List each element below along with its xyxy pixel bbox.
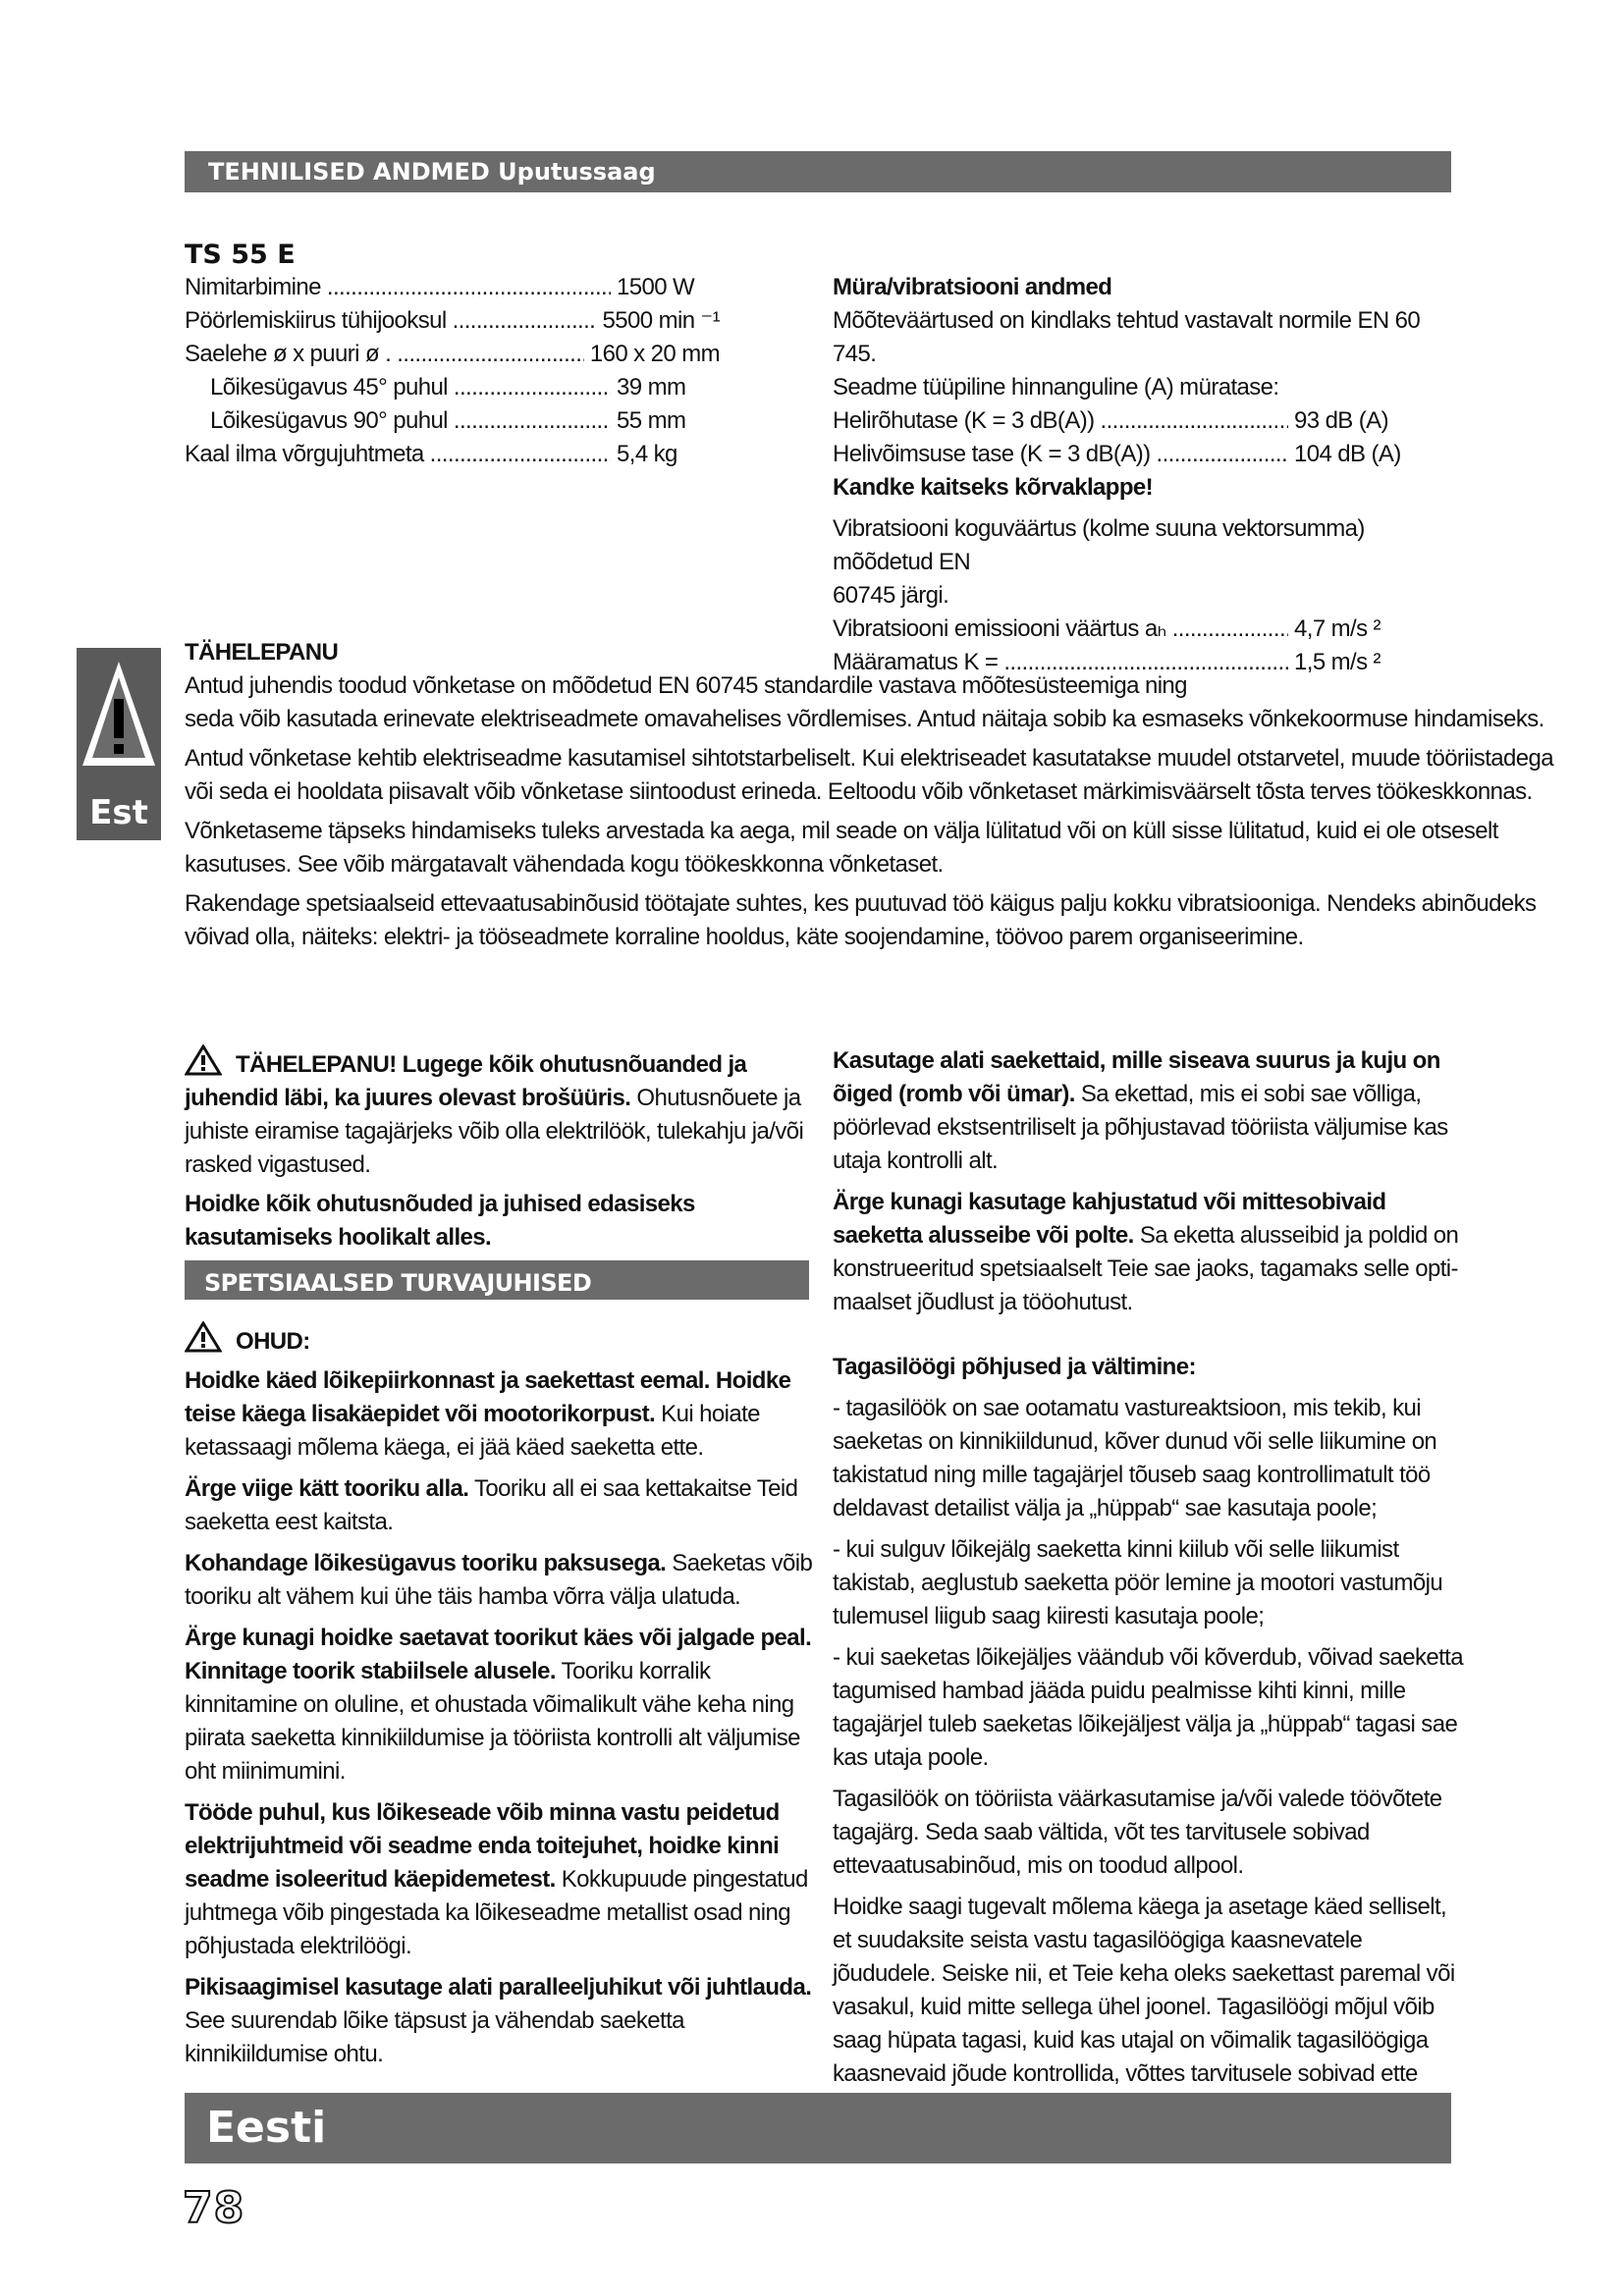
spec-row [185,304,720,338]
page-number: 78 [183,2183,245,2233]
danger-heading: OHUD: [236,1328,310,1355]
saw-blade-item [833,1186,1463,1319]
leader-dots [453,304,597,338]
noise-label: Helirõhutase (K = 3 dB(A)) [833,407,1095,434]
kickback-heading: Tagasilöögi põhjused ja vältimine: [833,1354,1196,1380]
saw-blade-item-text: Sa ekettad, mis ei sobi sae võlliga, pöörlevad ekstsentriliselt ja põhjustavad tööriista väljumise kas utaja kontrolli alt. [833,1081,1448,1174]
safety-item-text: Kokkupuude pingestatud juhtmega võib pingestada ka lõikeseadme metallist osad ning põhjustada elektrilöögi. [185,1866,808,1959]
attention-line: seda võib kasutada erinevate elektriseadmete omavahelises võrdlemises. Antud näitaja sobib ka esmaseks võnkekoormuse hindamiseks. [185,706,1544,732]
kickback-paragraph: Hoidke saagi tugevalt mõlema käega ja asetage käed selliselt, et suudaksite seista vastu tagasilöögiga kaasnevatele jõududele. Seiske nii, et Teie keha oleks saekettast paremal või vasakul, kuid mitte sellega ühel joonel. Tagasilöögi mõjul võib saag hüpata tagasi, kuid kas utajal on võimalik tagasilöögiga kaasnevaid jõude kontrollida, võttes tarvitusele sobivad ette [833,1894,1455,2087]
safety-item-bold: Ärge kunagi hoidke saetavat toorikut käes või jalgade peal. Kinnitage toorik stabiilsele alusele. [185,1625,812,1684]
warn-bold: TÄHELEPANU! Lugege kõik ohutusnõuanded ja juhendid läbi, ka juures olevast brošüüris. [185,1051,747,1111]
spec-row [185,371,720,404]
leader-dots [454,371,611,404]
danger-icon [185,1321,222,1353]
safety-item-text: Tooriku korralik kinnitamine on oluline, et ohustada võimalikult vähe keha ning piirata saeketta kinnikiildumise ja tööriista kontrolli alt väljumise oht miinimumini. [185,1658,800,1785]
attention-line: kasutuses. See võib märgatavalt vähendada kogu töökeskkonna võnketaset. [185,851,944,878]
spec-label: Nimitarbimine [185,274,321,300]
attention-line: Rakendage spetsiaalseid ettevaatusabinõusid töötajate suhtes, kes puutuvad töö käigus palju kokku vibratsiooniga. Nendeks abinõudeks [185,890,1537,917]
spec-row [185,338,720,371]
spec-row [185,438,720,471]
attention-line: Antud juhendis toodud võnketase on mõõdetud EN 60745 standardile vastava mõõtesüsteemiga ning [185,672,1187,699]
safety-item [185,1472,813,1539]
header-bar [185,151,1451,192]
safety-item-text: Kui hoiate ketassaagi mõlema käega, ei jää käed saeketta ette. [185,1401,760,1461]
spec-label: Saelehe ø x puuri ø . [185,341,392,367]
leader-dots [1157,438,1288,471]
spec-value: 5,4 kg [617,441,677,467]
spec-label: Lõikesügavus 90° puhul [210,407,448,434]
spec-value: 160 x 20 mm [589,341,720,367]
leader-dots [1101,404,1288,438]
safety-item-bold: Ärge viige kätt tooriku alla. [185,1475,469,1502]
header-title: TEHNILISED ANDMED Uputussaag [208,158,656,186]
vibration-label: Vibratsiooni emissiooni väärtus aₕ [833,615,1166,642]
saw-blade-item-bold: Kasutage alati saekettaid, mille siseava suurus ja kuju on õiged (romb või ümar). [833,1047,1440,1107]
safety-item [185,1971,813,2071]
vib-line-1: Vibratsiooni koguväärtus (kolme suuna vektorsumma) mõõdetud EN [833,515,1365,575]
safety-item [185,1364,813,1465]
spec-label: Kaal ilma võrgujuhtmeta [185,441,424,467]
attention-line: võivad olla, näiteks: elektri- ja tööseadmete korraline hooldus, käte soojendamine, töövoo parem organiseerimine. [185,924,1304,950]
spec-row [185,271,720,304]
section-bar [185,1260,809,1300]
noise-line-2: Seadme tüüpiline hinnanguline (A) müratase: [833,374,1279,400]
spec-label: Pöörlemiskiirus tühijooksul [185,307,447,334]
keep-instructions: Hoidke kõik ohutusnõuded ja juhised edasiseks kasutamiseks hoolikalt alles. [185,1191,695,1251]
vibration-value: 4,7 m/s ² [1294,615,1380,642]
vibration-label: Määramatus K = [833,649,999,675]
right-column [833,1044,1463,2132]
noise-row [833,438,1402,471]
kickback-paragraph: - kui sulguv lõikejälg saeketta kinni kiilub või selle liikumist takistab, aeglustub saeketta pöör lemine ja mootori vastumõju tulemusel liigub saag kiiresti kasutaja poole; [833,1536,1443,1629]
noise-value: 104 dB (A) [1294,441,1401,467]
model-title: TS 55 E [185,240,296,270]
safety-item [185,1622,813,1789]
spec-row [185,404,720,438]
kickback-paragraph: - tagasilöök on sae ootamatu vastureaktsioon, mis tekib, kui saeketas on kinnikiildunud, kõver dunud või selle liikumine on takistatud ning mille tagajärjel tõuseb saag kontrollimatult töö deldavast detailist välja ja „hüppab“ sae kasutaja poole; [833,1395,1437,1522]
noise-row [833,404,1402,438]
warn-text: Ohutusnõuete ja juhiste eiramise tagajärjeks võib olla elektrilöök, tulekahju ja/või rasked vigastused. [185,1085,804,1178]
safety-item-text: Saeketas võib tooriku alt vähem kui ühe täis hamba võrra välja ulatuda. [185,1550,813,1610]
side-tab [77,648,161,840]
warning-triangle-icon [77,648,161,785]
saw-blade-item-bold: Ärge kunagi kasutage kahjustatud või mittesobivaid saeketta alusseibe või polte. [833,1189,1386,1249]
ear-warning: Kandke kaitseks kõrvaklappe! [833,474,1154,501]
noise-line-1: Mõõteväärtused on kindlaks tehtud vastavalt normile EN 60 745. [833,307,1421,367]
spec-value: 39 mm [617,374,686,400]
attention-line: või seda ei hooldata piisavalt võib võnketase siintoodust erineda. Eeltoodu võib võnketaset märkimisväärselt tõsta terves töökeskkonnas. [185,778,1533,805]
safety-item-text: See suurendab lõike täpsust ja vähendab saeketta kinnikiildumise ohtu. [185,2007,684,2067]
safety-item-bold: Kohandage lõikesügavus tooriku paksusega. [185,1550,667,1576]
attention-heading: TÄHELEPANU [185,639,339,666]
attention-block [185,636,1553,954]
attention-line: Võnketaseme täpseks hindamiseks tuleks arvestada ka aega, mil seade on välja lülitatud või on küll sisse lülitatud, kuid ei ole otseselt [185,818,1498,844]
section-title: SPETSIAALSED TURVAJUHISED [204,1269,592,1297]
attention-line: Antud võnketase kehtib elektriseadme kasutamisel sihtotstarbeliselt. Kui elektriseadet kasutatakse muudel otstarvetel, muude tööriistadega [185,745,1553,772]
spec-value: 1500 W [617,274,695,300]
spec-value: 55 mm [617,407,686,434]
noise-heading: Müra/vibratsiooni andmed [833,274,1112,300]
warning-icon [185,1044,222,1076]
leader-dots [430,438,611,471]
footer-language: Eesti [206,2103,327,2153]
noise-value: 93 dB (A) [1294,407,1388,434]
spec-list [185,271,720,471]
saw-blade-item-text: Sa eketta alusseibid ja poldid on konstrueeritud spetsiaalselt Teie sae jaoks, tagamaks selle opti-maalset jõudlust ja tööohutust. [833,1222,1459,1315]
safety-item-bold: Pikisaagimisel kasutage alati paralleeljuhikut või juhtlauda. [185,1974,812,2001]
safety-item [185,1796,813,1963]
vib-line-2: 60745 järgi. [833,582,949,609]
safety-item-text: Tooriku all ei saa kettakaitse Teid saeketta eest kaitsta. [185,1475,798,1535]
vibration-value: 1,5 m/s ² [1294,649,1380,675]
noise-label: Helivõimsuse tase (K = 3 dB(A)) [833,441,1151,467]
leader-dots [397,338,584,371]
kickback-paragraph: - kui saeketas lõikejäljes väändub või kõverdub, võivad saeketta tagumised hambad jääda puidu pealmisse kihti kinni, mille tagajärjel tuleb saeketas lõikejäljest välja ja „hüppab“ tagasi sae kas utaja poole. [833,1644,1463,1771]
spec-value: 5500 min ⁻¹ [602,307,720,334]
kickback-paragraph: Tagasilöök on tööriista väärkasutamise ja/või valede töövõtete tagajärg. Seda saab vältida, võt tes tarvitusele sobivad ettevaatusabinõud, mis on toodud allpool. [833,1786,1442,1879]
safety-item [185,1547,813,1614]
left-column [185,1044,813,2079]
leader-dots [454,404,611,438]
spec-label: Lõikesügavus 45° puhul [210,374,448,400]
safety-item-bold: Tööde puhul, kus lõikeseade võib minna vastu peidetud elektrijuhtmeid või seadme enda toitejuhet, hoidke kinni seadme isoleeritud käepidemetest. [185,1799,780,1893]
noise-block [833,271,1461,679]
saw-blade-item [833,1044,1463,1178]
side-tab-label: Est [89,793,148,832]
safety-item-bold: Hoidke käed lõikepiirkonnast ja saekettast eemal. Hoidke teise käega lisakäepidet või mootorikorpust. [185,1367,791,1427]
footer-bar [185,2093,1451,2163]
leader-dots [327,271,611,304]
